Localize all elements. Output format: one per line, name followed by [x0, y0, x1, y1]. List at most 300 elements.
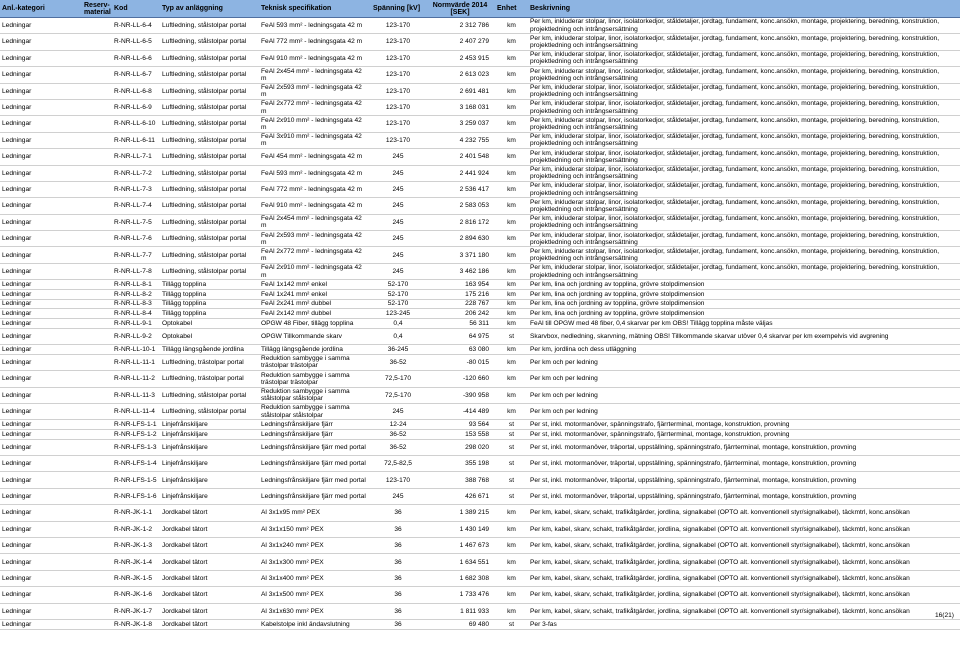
cell-unit: km: [495, 132, 528, 148]
cell-technical-spec: Al 3x1x300 mm² PEX: [259, 554, 371, 570]
cell-installation-type: Jordkabel tätort: [160, 587, 259, 603]
cell-voltage: 245: [371, 165, 425, 181]
cell-category: Ledningar: [0, 198, 82, 214]
cell-installation-type: Tillägg topplina: [160, 299, 259, 309]
cell-category: Ledningar: [0, 403, 82, 419]
table-row: [0, 99, 960, 115]
table-row: [0, 387, 960, 403]
table-row: [0, 319, 960, 329]
table-row: [0, 181, 960, 197]
cell-reserve-material: [82, 18, 112, 34]
cell-unit: km: [495, 67, 528, 83]
cell-code: R-NR-LL-6-7: [112, 67, 160, 83]
cell-category: Ledningar: [0, 280, 82, 290]
cell-unit: st: [495, 439, 528, 455]
cell-reserve-material: [82, 198, 112, 214]
cell-unit: km: [495, 198, 528, 214]
cell-unit: km: [495, 603, 528, 619]
cell-code: R-NR-LL-7-1: [112, 149, 160, 165]
cell-voltage: 245: [371, 149, 425, 165]
cell-category: Ledningar: [0, 247, 82, 263]
cell-installation-type: Jordkabel tätort: [160, 620, 259, 630]
table-row: [0, 263, 960, 279]
cell-technical-spec: Al 3x1x240 mm² PEX: [259, 538, 371, 554]
cell-code: R-NR-LL-11-3: [112, 387, 160, 403]
cell-description: Per km, lina och jordning av topplina, grövre stolpdimension: [528, 289, 960, 299]
cell-code: R-NR-JK-1-5: [112, 570, 160, 586]
cell-category: Ledningar: [0, 309, 82, 319]
cell-description: Per st, inkl. motormanöver, träportal, uppställning, spänningstrafo, fjärrterminal, montage, konstruktion, provning: [528, 472, 960, 488]
table-row: [0, 371, 960, 387]
cell-installation-type: Linjefrånskiljare: [160, 420, 259, 430]
cell-voltage: 245: [371, 231, 425, 247]
cell-code: R-NR-LL-6-8: [112, 83, 160, 99]
cell-norm-value: 388 768: [425, 472, 495, 488]
cell-category: Ledningar: [0, 214, 82, 230]
cell-code: R-NR-LL-8-1: [112, 280, 160, 290]
cell-technical-spec: FeAl 2x593 mm² - ledningsgata 42 m: [259, 231, 371, 247]
cell-norm-value: 355 198: [425, 456, 495, 472]
cell-technical-spec: FeAl 1x142 mm² enkel: [259, 280, 371, 290]
cell-reserve-material: [82, 263, 112, 279]
table-row: [0, 521, 960, 537]
cell-voltage: 245: [371, 488, 425, 504]
cell-category: Ledningar: [0, 430, 82, 440]
cell-code: R-NR-LL-10-1: [112, 345, 160, 355]
cell-voltage: 36-52: [371, 354, 425, 370]
cell-installation-type: Linjefrånskiljare: [160, 439, 259, 455]
cell-category: Ledningar: [0, 345, 82, 355]
cell-installation-type: Luftledning, stålstolpar portal: [160, 18, 259, 34]
header-reserve-material: Reserv-material: [84, 1, 111, 16]
table-row: [0, 472, 960, 488]
cell-norm-value: 2 816 172: [425, 214, 495, 230]
cell-technical-spec: OPGW Tillkommande skarv: [259, 328, 371, 344]
cell-description: Per km, inkluderar stolpar, linor, isolatorkedjor, ståldetaljer, jordtag, fundament, konc.ansökn, montage, projektering, beredning, konstruktion, projektledning och intrångsersättning: [528, 247, 960, 263]
cell-description: Per st, inkl. motormanöver, träportal, uppställning, spänningstrafo, fjärrterminal, montage, konstruktion, provning: [528, 456, 960, 472]
cell-norm-value: 1 811 933: [425, 603, 495, 619]
cell-category: Ledningar: [0, 165, 82, 181]
header-installation-type: Typ av anläggning: [160, 0, 259, 18]
cell-installation-type: Luftledning, stålstolpar portal: [160, 67, 259, 83]
cell-voltage: 36-52: [371, 430, 425, 440]
cell-description: Per km, inkluderar stolpar, linor, isolatorkedjor, ståldetaljer, jordtag, fundament, konc.ansökn, montage, projektering, beredning, konstruktion, projektledning och intrångsersättning: [528, 231, 960, 247]
cell-unit: km: [495, 387, 528, 403]
cell-technical-spec: FeAl 2x142 mm² dubbel: [259, 309, 371, 319]
table-row: [0, 538, 960, 554]
cell-installation-type: Luftledning, stålstolpar portal: [160, 247, 259, 263]
cell-voltage: 36: [371, 505, 425, 521]
cell-norm-value: 3 462 186: [425, 263, 495, 279]
cell-description: Per st, inkl. motormanöver, spänningstrafo, fjärrterminal, montage, konstruktion, provning: [528, 420, 960, 430]
cell-voltage: 123-170: [371, 83, 425, 99]
cell-unit: km: [495, 34, 528, 50]
cell-reserve-material: [82, 354, 112, 370]
table-row: [0, 420, 960, 430]
cell-description: Per km, inkluderar stolpar, linor, isolatorkedjor, ståldetaljer, jordtag, fundament, konc.ansökn, montage, projektering, beredning, konstruktion, projektledning och intrångsersättning: [528, 132, 960, 148]
cell-code: R-NR-LL-9-1: [112, 319, 160, 329]
cell-installation-type: Optokabel: [160, 319, 259, 329]
cell-code: R-NR-LL-7-5: [112, 214, 160, 230]
cell-code: R-NR-JK-1-4: [112, 554, 160, 570]
cell-technical-spec: Kabelstolpe inkl ändavslutning: [259, 620, 371, 630]
cell-unit: km: [495, 354, 528, 370]
cell-norm-value: 2 453 915: [425, 50, 495, 66]
table-row: [0, 149, 960, 165]
cell-installation-type: Luftledning, trästolpar portal: [160, 371, 259, 387]
cell-reserve-material: [82, 50, 112, 66]
cell-installation-type: Linjefrånskiljare: [160, 456, 259, 472]
cell-norm-value: 228 767: [425, 299, 495, 309]
cell-reserve-material: [82, 67, 112, 83]
cell-code: R-NR-JK-1-7: [112, 603, 160, 619]
cell-unit: km: [495, 570, 528, 586]
cell-description: Per km, kabel, skarv, schakt, trafikåtgärder, jordlina, signalkabel (OPTO alt. konventionell styr/signalkabel), täckmtrl, konc.ansökan: [528, 521, 960, 537]
header-unit: Enhet: [495, 0, 528, 18]
cell-norm-value: 1 467 673: [425, 538, 495, 554]
cell-category: Ledningar: [0, 371, 82, 387]
cell-reserve-material: [82, 34, 112, 50]
cell-category: Ledningar: [0, 263, 82, 279]
cell-technical-spec: Al 3x1x500 mm² PEX: [259, 587, 371, 603]
header-description: Beskrivning: [528, 0, 960, 18]
cell-description: Per km, inkluderar stolpar, linor, isolatorkedjor, ståldetaljer, jordtag, fundament, konc.ansökn, montage, projektering, beredning, konstruktion, projektledning och intrångsersättning: [528, 50, 960, 66]
cell-category: Ledningar: [0, 116, 82, 132]
cell-voltage: 72,5-170: [371, 387, 425, 403]
cell-category: Ledningar: [0, 620, 82, 630]
cell-installation-type: Luftledning, stålstolpar portal: [160, 198, 259, 214]
header-category: Anl.-kategori: [0, 0, 82, 18]
cell-voltage: 36: [371, 603, 425, 619]
cell-norm-value: 3 371 180: [425, 247, 495, 263]
cell-voltage: 36: [371, 587, 425, 603]
table-body: [0, 18, 960, 630]
cell-category: Ledningar: [0, 328, 82, 344]
cell-norm-value: 153 558: [425, 430, 495, 440]
table-row: [0, 231, 960, 247]
cell-technical-spec: FeAl 593 mm² - ledningsgata 42 m: [259, 165, 371, 181]
cell-description: Per 3-fas: [528, 620, 960, 630]
table-row: [0, 403, 960, 419]
cell-reserve-material: [82, 345, 112, 355]
cell-reserve-material: [82, 149, 112, 165]
cell-description: Per km, inkluderar stolpar, linor, isolatorkedjor, ståldetaljer, jordtag, fundament, konc.ansökn, montage, projektering, beredning, konstruktion, projektledning och intrångsersättning: [528, 149, 960, 165]
cell-code: R-NR-LL-8-4: [112, 309, 160, 319]
page-number: 16(21): [934, 612, 954, 619]
cell-code: R-NR-LL-11-2: [112, 371, 160, 387]
cell-code: R-NR-LL-7-6: [112, 231, 160, 247]
cell-voltage: 123-170: [371, 99, 425, 115]
cell-reserve-material: [82, 505, 112, 521]
table-row: [0, 328, 960, 344]
cell-category: Ledningar: [0, 181, 82, 197]
cell-description: Per st, inkl. motormanöver, spänningstrafo, fjärrterminal, montage, konstruktion, provning: [528, 430, 960, 440]
table-header-row: [0, 0, 960, 18]
cell-voltage: 123-170: [371, 67, 425, 83]
cell-norm-value: 2 691 481: [425, 83, 495, 99]
cell-unit: km: [495, 345, 528, 355]
cell-voltage: 123-170: [371, 116, 425, 132]
cell-code: R-NR-LL-7-7: [112, 247, 160, 263]
cell-technical-spec: OPGW 48 Fiber, tillägg topplina: [259, 319, 371, 329]
cell-reserve-material: [82, 83, 112, 99]
cell-voltage: 36: [371, 570, 425, 586]
table-row: [0, 280, 960, 290]
cell-unit: st: [495, 328, 528, 344]
cell-code: R-NR-LL-6-4: [112, 18, 160, 34]
cell-description: Per km, jordlina och dess utläggning: [528, 345, 960, 355]
cell-technical-spec: FeAl 1x241 mm² enkel: [259, 289, 371, 299]
cell-unit: km: [495, 521, 528, 537]
cell-unit: km: [495, 165, 528, 181]
cell-reserve-material: [82, 420, 112, 430]
cell-category: Ledningar: [0, 231, 82, 247]
table-row: [0, 214, 960, 230]
cell-unit: st: [495, 488, 528, 504]
cell-category: Ledningar: [0, 570, 82, 586]
cell-reserve-material: [82, 554, 112, 570]
cell-reserve-material: [82, 319, 112, 329]
cell-unit: km: [495, 214, 528, 230]
cell-category: Ledningar: [0, 439, 82, 455]
cell-norm-value: 175 216: [425, 289, 495, 299]
table-row: [0, 430, 960, 440]
cell-norm-value: 1 634 551: [425, 554, 495, 570]
cell-voltage: 123-170: [371, 18, 425, 34]
cell-description: Per km, inkluderar stolpar, linor, isolatorkedjor, ståldetaljer, jordtag, fundament, konc.ansökn, montage, projektering, beredning, konstruktion, projektledning och intrångsersättning: [528, 18, 960, 34]
cell-norm-value: 2 441 924: [425, 165, 495, 181]
cell-norm-value: -390 958: [425, 387, 495, 403]
cell-reserve-material: [82, 570, 112, 586]
table-row: [0, 488, 960, 504]
cell-reserve-material: [82, 387, 112, 403]
cell-category: Ledningar: [0, 538, 82, 554]
cell-installation-type: Luftledning, stålstolpar portal: [160, 149, 259, 165]
table-row: [0, 439, 960, 455]
cell-norm-value: 2 894 630: [425, 231, 495, 247]
table-row: [0, 505, 960, 521]
cell-unit: km: [495, 538, 528, 554]
cell-category: Ledningar: [0, 554, 82, 570]
cell-code: R-NR-LL-11-1: [112, 354, 160, 370]
cell-norm-value: -120 660: [425, 371, 495, 387]
cell-norm-value: 2 407 279: [425, 34, 495, 50]
cell-description: Per km och per ledning: [528, 387, 960, 403]
cell-code: R-NR-LL-6-5: [112, 34, 160, 50]
cell-description: Per km, kabel, skarv, schakt, trafikåtgärder, jordlina, signalkabel (OPTO alt. konventionell styr/signalkabel), täckmtrl, konc.ansökan: [528, 603, 960, 619]
cell-category: Ledningar: [0, 50, 82, 66]
cell-reserve-material: [82, 472, 112, 488]
cell-technical-spec: FeAl 3x910 mm² - ledningsgata 42 m: [259, 132, 371, 148]
cell-installation-type: Luftledning, stålstolpar portal: [160, 181, 259, 197]
cell-installation-type: Luftledning, stålstolpar portal: [160, 34, 259, 50]
cell-norm-value: 64 975: [425, 328, 495, 344]
cell-unit: km: [495, 263, 528, 279]
cell-norm-value: 3 168 031: [425, 99, 495, 115]
cell-technical-spec: Ledningsfrånskiljare fjärr med portal: [259, 456, 371, 472]
cell-description: Per km, kabel, skarv, schakt, trafikåtgärder, jordlina, signalkabel (OPTO alt. konventionell styr/signalkabel), täckmtrl, konc.ansökan: [528, 587, 960, 603]
cell-unit: km: [495, 289, 528, 299]
cell-technical-spec: FeAl 2x772 mm² - ledningsgata 42 m: [259, 247, 371, 263]
cell-technical-spec: Reduktion sambygge i samma trästolpar trästolpar: [259, 371, 371, 387]
cell-reserve-material: [82, 603, 112, 619]
cell-norm-value: 2 401 548: [425, 149, 495, 165]
cell-code: R-NR-LFS-1-1: [112, 420, 160, 430]
table-row: [0, 198, 960, 214]
cell-description: Per km, inkluderar stolpar, linor, isolatorkedjor, ståldetaljer, jordtag, fundament, konc.ansökn, montage, projektering, beredning, konstruktion, projektledning och intrångsersättning: [528, 34, 960, 50]
cell-voltage: 245: [371, 247, 425, 263]
cell-technical-spec: Ledningsfrånskiljare fjärr med portal: [259, 439, 371, 455]
cell-technical-spec: Ledningsfrånskiljare fjärr: [259, 430, 371, 440]
cell-unit: km: [495, 554, 528, 570]
cell-reserve-material: [82, 231, 112, 247]
cell-norm-value: 298 020: [425, 439, 495, 455]
cell-norm-value: 93 564: [425, 420, 495, 430]
cell-norm-value: 426 671: [425, 488, 495, 504]
cell-norm-value: 56 311: [425, 319, 495, 329]
cell-installation-type: Luftledning, trästolpar portal: [160, 354, 259, 370]
cell-technical-spec: FeAl 910 mm² - ledningsgata 42 m: [259, 198, 371, 214]
cell-code: R-NR-LL-9-2: [112, 328, 160, 344]
table-row: [0, 247, 960, 263]
cell-norm-value: 1 430 149: [425, 521, 495, 537]
cell-category: Ledningar: [0, 603, 82, 619]
cell-description: Per km, inkluderar stolpar, linor, isolatorkedjor, ståldetaljer, jordtag, fundament, konc.ansökn, montage, projektering, beredning, konstruktion, projektledning och intrångsersättning: [528, 83, 960, 99]
cell-voltage: 123-170: [371, 132, 425, 148]
cell-reserve-material: [82, 456, 112, 472]
cell-norm-value: 3 259 037: [425, 116, 495, 132]
cell-unit: km: [495, 309, 528, 319]
cell-code: R-NR-LFS-1-4: [112, 456, 160, 472]
cell-reserve-material: [82, 488, 112, 504]
cell-code: R-NR-LL-6-6: [112, 50, 160, 66]
table-row: [0, 620, 960, 630]
cell-voltage: 0,4: [371, 328, 425, 344]
cell-category: Ledningar: [0, 83, 82, 99]
cell-category: Ledningar: [0, 67, 82, 83]
table-row: [0, 165, 960, 181]
cell-reserve-material: [82, 538, 112, 554]
cell-code: R-NR-LL-6-11: [112, 132, 160, 148]
cell-technical-spec: FeAl 2x454 mm² - ledningsgata 42 m: [259, 214, 371, 230]
cell-description: Per km, inkluderar stolpar, linor, isolatorkedjor, ståldetaljer, jordtag, fundament, konc.ansökn, montage, projektering, beredning, konstruktion, projektledning och intrångsersättning: [528, 181, 960, 197]
cell-unit: km: [495, 116, 528, 132]
cell-code: R-NR-LL-7-3: [112, 181, 160, 197]
cell-voltage: 245: [371, 403, 425, 419]
cell-installation-type: Luftledning, stålstolpar portal: [160, 403, 259, 419]
cell-installation-type: Luftledning, stålstolpar portal: [160, 83, 259, 99]
cell-technical-spec: FeAl 2x910 mm² - ledningsgata 42 m: [259, 116, 371, 132]
cell-category: Ledningar: [0, 34, 82, 50]
cell-description: Per km, inkluderar stolpar, linor, isolatorkedjor, ståldetaljer, jordtag, fundament, konc.ansökn, montage, projektering, beredning, konstruktion, projektledning och intrångsersättning: [528, 263, 960, 279]
cell-norm-value: 163 954: [425, 280, 495, 290]
cell-installation-type: Luftledning, stålstolpar portal: [160, 165, 259, 181]
cell-installation-type: Tillägg topplina: [160, 309, 259, 319]
cell-unit: km: [495, 587, 528, 603]
cell-voltage: 36: [371, 538, 425, 554]
cell-voltage: 123-245: [371, 309, 425, 319]
cell-description: Per km, lina och jordning av topplina, grövre stolpdimension: [528, 309, 960, 319]
cell-norm-value: -414 489: [425, 403, 495, 419]
cell-installation-type: Optokabel: [160, 328, 259, 344]
cell-category: Ledningar: [0, 299, 82, 309]
cell-unit: st: [495, 456, 528, 472]
table-row: [0, 603, 960, 619]
cell-installation-type: Jordkabel tätort: [160, 521, 259, 537]
cell-installation-type: Jordkabel tätort: [160, 538, 259, 554]
cell-category: Ledningar: [0, 456, 82, 472]
cell-category: Ledningar: [0, 289, 82, 299]
table-row: [0, 132, 960, 148]
cell-reserve-material: [82, 439, 112, 455]
cell-reserve-material: [82, 99, 112, 115]
cell-unit: km: [495, 181, 528, 197]
cell-unit: km: [495, 299, 528, 309]
cell-description: Skarvbox, nedledning, skarvning, mätning OBS! Tillkommande skarvar utöver 0,4 skarvar per km exempelvis vid avgrening: [528, 328, 960, 344]
cell-description: Per km, inkluderar stolpar, linor, isolatorkedjor, ståldetaljer, jordtag, fundament, konc.ansökn, montage, projektering, beredning, konstruktion, projektledning och intrångsersättning: [528, 99, 960, 115]
cell-unit: st: [495, 420, 528, 430]
cell-description: Per km, kabel, skarv, schakt, trafikåtgärder, jordlina, signalkabel (OPTO alt. konventionell styr/signalkabel), täckmtrl, konc.ansökan: [528, 554, 960, 570]
cell-norm-value: 2 536 417: [425, 181, 495, 197]
cell-unit: km: [495, 247, 528, 263]
cell-norm-value: 4 232 755: [425, 132, 495, 148]
cell-voltage: 12-24: [371, 420, 425, 430]
cell-technical-spec: FeAl 593 mm² - ledningsgata 42 m: [259, 18, 371, 34]
cell-description: FeAl till OPGW med 48 fiber, 0,4 skarvar per km OBS! Tillägg topplina måste väljas: [528, 319, 960, 329]
cell-reserve-material: [82, 521, 112, 537]
cell-installation-type: Jordkabel tätort: [160, 505, 259, 521]
cell-category: Ledningar: [0, 354, 82, 370]
cell-voltage: 52-170: [371, 289, 425, 299]
cell-voltage: 36: [371, 554, 425, 570]
cell-code: R-NR-LL-8-3: [112, 299, 160, 309]
cell-reserve-material: [82, 328, 112, 344]
cell-code: R-NR-LFS-1-3: [112, 439, 160, 455]
table-row: [0, 570, 960, 586]
cell-description: Per km, lina och jordning av topplina, grövre stolpdimension: [528, 299, 960, 309]
table-row: [0, 83, 960, 99]
cell-installation-type: Linjefrånskiljare: [160, 488, 259, 504]
cell-voltage: 123-170: [371, 472, 425, 488]
cell-technical-spec: FeAl 910 mm² - ledningsgata 42 m: [259, 50, 371, 66]
table-row: [0, 67, 960, 83]
cell-voltage: 72,5-170: [371, 371, 425, 387]
cell-category: Ledningar: [0, 99, 82, 115]
cell-installation-type: Luftledning, stålstolpar portal: [160, 214, 259, 230]
cell-reserve-material: [82, 620, 112, 630]
cell-norm-value: 2 613 023: [425, 67, 495, 83]
cell-code: R-NR-JK-1-8: [112, 620, 160, 630]
cell-description: Per km och per ledning: [528, 354, 960, 370]
header-code: Kod: [112, 0, 160, 18]
table-row: [0, 554, 960, 570]
cell-technical-spec: Al 3x1x630 mm² PEX: [259, 603, 371, 619]
cell-voltage: 245: [371, 214, 425, 230]
cell-code: R-NR-LFS-1-6: [112, 488, 160, 504]
cell-norm-value: 69 480: [425, 620, 495, 630]
cell-code: R-NR-JK-1-2: [112, 521, 160, 537]
table-row: [0, 116, 960, 132]
cell-code: R-NR-JK-1-1: [112, 505, 160, 521]
cell-installation-type: Tillägg topplina: [160, 280, 259, 290]
cell-category: Ledningar: [0, 521, 82, 537]
cell-description: Per st, inkl. motormanöver, träportal, uppställning, spänningstrafo, fjärrterminal, montage, konstruktion, provning: [528, 439, 960, 455]
cell-category: Ledningar: [0, 472, 82, 488]
cell-norm-value: 1 682 308: [425, 570, 495, 586]
cell-norm-value: -80 015: [425, 354, 495, 370]
cell-unit: km: [495, 231, 528, 247]
cell-reserve-material: [82, 587, 112, 603]
